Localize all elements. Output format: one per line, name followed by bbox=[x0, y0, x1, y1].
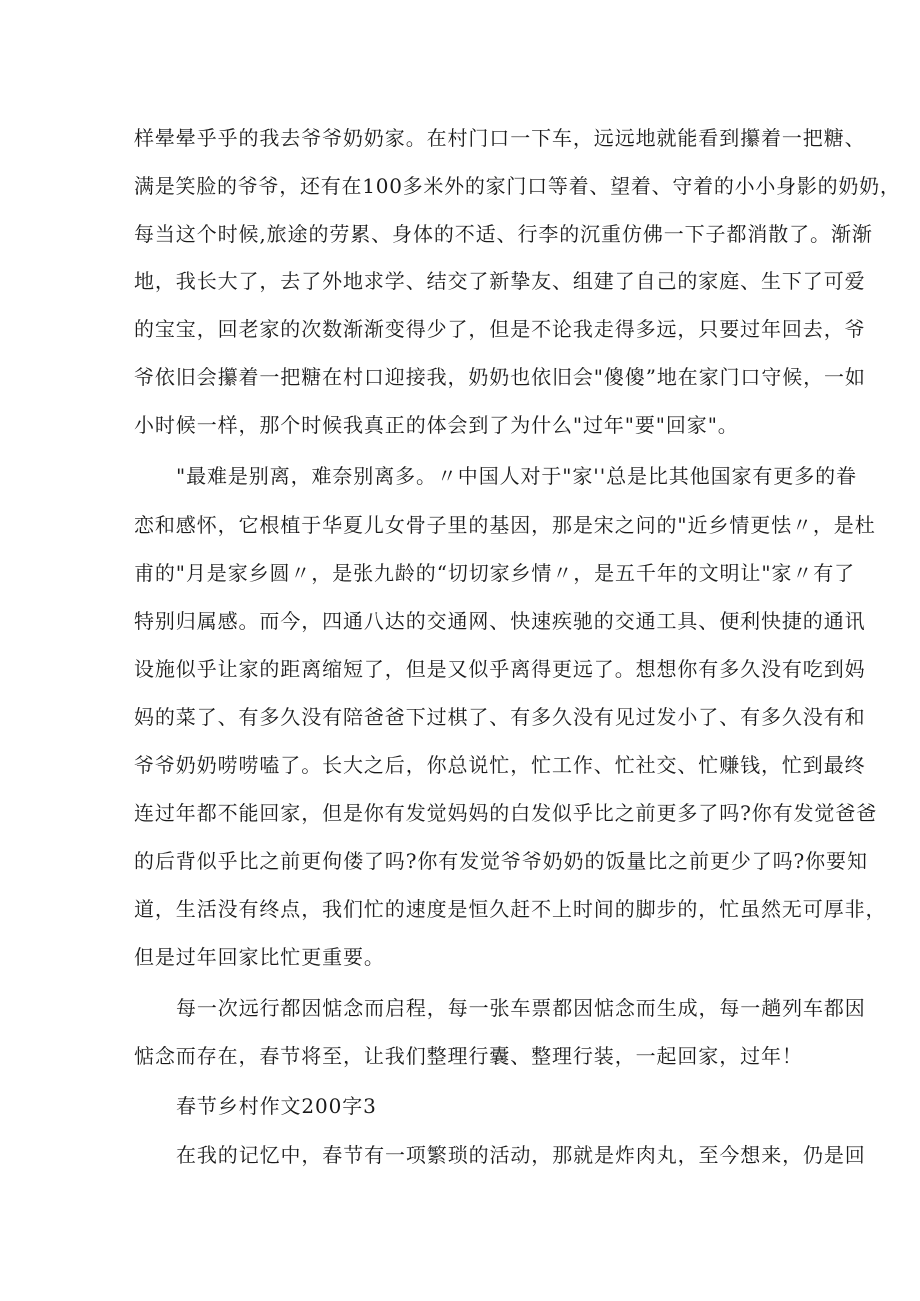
text-line: 每一次远行都因惦念而启程，每一张车票都因惦念而生成，每一趟列车都因 bbox=[176, 996, 866, 1020]
text-line: 的宝宝，回老家的次数渐渐变得少了，但是不论我走得多远，只要过年回去，爷 bbox=[134, 317, 866, 341]
text-line: "最难是别离，难奈别离多。〃中国人对于"家''总是比其他国家有更多的眷 bbox=[176, 464, 857, 488]
text-line: 小时候一样，那个时候我真正的体会到了为什么"过年"要"回家"。 bbox=[134, 413, 739, 437]
text-line: 每当这个时候,旅途的劳累、身体的不适、行李的沉重仿佛一下子都消散了。渐渐 bbox=[134, 222, 873, 246]
text-line: 爷爷奶奶唠唠嗑了。长大之后，你总说忙，忙工作、忙社交、忙赚钱，忙到最终 bbox=[134, 753, 866, 777]
text-line: 惦念而存在，春节将至，让我们整理行囊、整理行装，一起回家，过年！ bbox=[134, 1044, 803, 1068]
text-line: 爷依旧会攥着一把糖在村口迎接我，奶奶也依旧会"傻傻”地在家门口守候，一如 bbox=[134, 365, 866, 389]
text-line: 甫的"月是家乡圆〃，是张九龄的“切切家乡情〃，是五千年的文明让"家〃有了 bbox=[134, 561, 856, 585]
section-heading: 春节乡村作文200字3 bbox=[176, 1094, 377, 1118]
text-line: 连过年都不能回家，但是你有发觉妈妈的白发似乎比之前更多了吗?你有发觉爸爸 bbox=[134, 801, 878, 825]
text-line: 妈的菜了、有多久没有陪爸爸下过棋了、有多久没有见过发小了、有多久没有和 bbox=[134, 705, 866, 729]
text-line: 在我的记忆中，春节有一项繁琐的活动，那就是炸肉丸，至今想来，仍是回 bbox=[176, 1143, 866, 1167]
text-line: 恋和感怀，它根植于华夏儿女骨子里的基因，那是宋之问的"近乡情更怯〃，是杜 bbox=[134, 513, 876, 537]
text-line: 地，我长大了，去了外地求学、结交了新挚友、组建了自己的家庭、生下了可爱 bbox=[134, 269, 866, 293]
text-line: 样晕晕乎乎的我去爷爷奶奶家。在村门口一下车，远远地就能看到攥着一把糖、 bbox=[134, 126, 866, 150]
text-line: 但是过年回家比忙更重要。 bbox=[134, 945, 385, 969]
text-line: 的后背似乎比之前更佝偻了吗?你有发觉爷爷奶奶的饭量比之前更少了吗?你要知 bbox=[134, 849, 868, 873]
text-line: 道，生活没有终点，我们忙的速度是恒久赶不上时间的脚步的，忙虽然无可厚非， bbox=[134, 897, 887, 921]
text-line: 满是笑脸的爷爷，还有在100多米外的家门口等着、望着、守着的小小身影的奶奶， bbox=[134, 174, 901, 198]
text-line: 特别归属感。而今，四通八达的交通网、快速疾驰的交通工具、便利快捷的通讯 bbox=[134, 609, 866, 633]
text-line: 设施似乎让家的距离缩短了，但是又似乎离得更远了。想想你有多久没有吃到妈 bbox=[134, 657, 866, 681]
